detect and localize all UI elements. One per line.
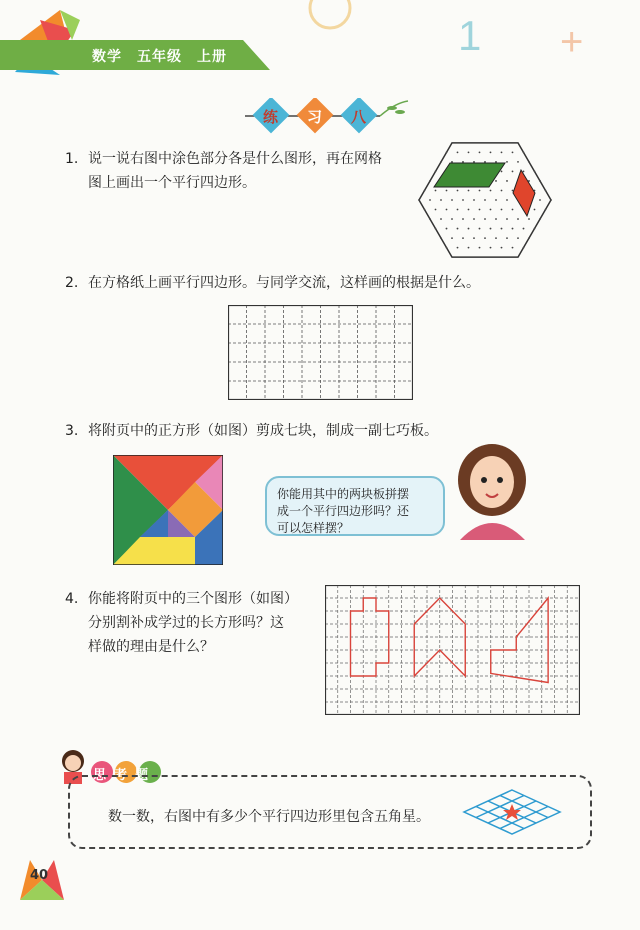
- grid-dot: [490, 247, 492, 249]
- triangular-grid-hexagon: [405, 130, 565, 270]
- grid-dot: [479, 151, 481, 153]
- grid-dot: [501, 171, 503, 173]
- question-4-line1: 你能将附页中的三个图形（如图）: [88, 591, 298, 607]
- grid-dot: [446, 247, 448, 249]
- grid-dot: [451, 199, 453, 201]
- rhombus-star-grid: [462, 788, 562, 836]
- grid-dot: [440, 237, 442, 239]
- grid-dot: [440, 161, 442, 163]
- grid-dot: [429, 199, 431, 201]
- grid-dot: [473, 218, 475, 220]
- question-4-number: 4.: [65, 591, 79, 607]
- grid-dot: [545, 190, 547, 192]
- speech-line-2: 成一个平行四边形吗？还: [277, 504, 410, 518]
- grid-dot: [512, 171, 514, 173]
- question-4-line3: 样做的理由是什么？: [88, 639, 214, 655]
- grid-dot: [446, 190, 448, 192]
- grid-dot: [424, 190, 426, 192]
- grid-dot: [484, 199, 486, 201]
- grid-dot: [501, 151, 503, 153]
- speech-line-1: 你能用其中的两块板拼摆: [277, 487, 410, 501]
- grid-dot: [550, 199, 552, 201]
- grid-dot: [517, 218, 519, 220]
- title-char-3: 八: [351, 108, 367, 126]
- grid-dot: [534, 209, 536, 211]
- grid-dot: [506, 180, 508, 182]
- sun-doodle: [310, 0, 350, 28]
- grid-dot: [440, 199, 442, 201]
- grid-dot: [501, 209, 503, 211]
- grid-dot: [512, 190, 514, 192]
- grid-dot: [517, 161, 519, 163]
- grid-dot: [523, 151, 525, 153]
- question-2: [65, 272, 585, 294]
- question-1: [65, 148, 425, 191]
- page-number: 40: [30, 868, 49, 883]
- grid-dot: [512, 228, 514, 230]
- grid-dot: [479, 247, 481, 249]
- grid-dot: [473, 199, 475, 201]
- grid-dot: [501, 190, 503, 192]
- grid-dot: [435, 228, 437, 230]
- grid-dot: [473, 237, 475, 239]
- question-3-number: 3.: [65, 423, 79, 439]
- title-char-2: 习: [307, 108, 323, 126]
- grid-dot: [440, 218, 442, 220]
- plus-doodle: +: [560, 20, 584, 64]
- red-parallelogram: [513, 170, 535, 216]
- grid-dot: [523, 247, 525, 249]
- grid-dot: [468, 190, 470, 192]
- grid-dot: [539, 180, 541, 182]
- grid-dot: [484, 237, 486, 239]
- grid-dot: [495, 180, 497, 182]
- grid-dot: [490, 228, 492, 230]
- green-parallelogram: [434, 163, 505, 187]
- grid-dot: [506, 237, 508, 239]
- grid-dot: [534, 171, 536, 173]
- grid-dot: [501, 228, 503, 230]
- teacher-illustration: [450, 440, 535, 540]
- question-4-line2: 分别割补成学过的长方形吗？这: [88, 615, 284, 631]
- grid-dot: [468, 209, 470, 211]
- grid-dot: [435, 209, 437, 211]
- grid-dot: [457, 228, 459, 230]
- grid-dot: [495, 218, 497, 220]
- grid-dot: [512, 151, 514, 153]
- grid-dot: [512, 209, 514, 211]
- grid-dot: [457, 151, 459, 153]
- grid-dot: [495, 237, 497, 239]
- grid-dot: [468, 247, 470, 249]
- grid-dot: [435, 190, 437, 192]
- grid-dot: [484, 218, 486, 220]
- question-3-line1: 将附页中的正方形（如图）剪成七块，制成一副七巧板。: [88, 423, 438, 439]
- question-1-line2: 图上画出一个平行四边形。: [88, 175, 256, 191]
- header-title: 数学 五年级 上册: [92, 49, 227, 65]
- grid-dot: [517, 237, 519, 239]
- square-grid-paper: [228, 305, 413, 400]
- grid-dot: [534, 228, 536, 230]
- grid-dot: [528, 218, 530, 220]
- grid-dot: [490, 209, 492, 211]
- grid-dot: [457, 190, 459, 192]
- grid-dot: [451, 218, 453, 220]
- grid-dot: [429, 218, 431, 220]
- grid-dot: [490, 190, 492, 192]
- speech-line-3: 可以怎样摆？: [277, 521, 350, 535]
- grid-dot: [528, 237, 530, 239]
- grid-dot: [446, 151, 448, 153]
- grid-dot: [468, 228, 470, 230]
- grid-dot: [506, 218, 508, 220]
- star-icon: [503, 804, 521, 820]
- grid-dot: [451, 237, 453, 239]
- grid-dot: [479, 209, 481, 211]
- grid-dot: [479, 228, 481, 230]
- exercise-title: [240, 98, 410, 134]
- grid-dot: [429, 180, 431, 182]
- grid-dot: [512, 247, 514, 249]
- grid-dot: [457, 247, 459, 249]
- grid-dot: [468, 151, 470, 153]
- grid-dot: [506, 199, 508, 201]
- grid-dot: [523, 228, 525, 230]
- question-1-line1: 说一说右图中涂色部分各是什么图形，再在网格: [88, 151, 382, 167]
- tangram-square: [113, 455, 223, 565]
- think-label-text: 思考题: [93, 768, 157, 783]
- question-4: [65, 588, 325, 655]
- grid-dot: [446, 209, 448, 211]
- grid-dot: [528, 161, 530, 163]
- question-3: [65, 420, 585, 442]
- grid-dot: [523, 171, 525, 173]
- question-1-number: 1.: [65, 151, 79, 167]
- grid-dot: [462, 237, 464, 239]
- grid-dot: [435, 171, 437, 173]
- number-doodle: 1: [458, 12, 482, 59]
- grid-dot: [501, 247, 503, 249]
- grid-dot: [457, 209, 459, 211]
- grid-dot: [424, 209, 426, 211]
- grid-dot: [418, 199, 420, 201]
- question-2-line1: 在方格纸上画平行四边形。与同学交流，这样画的根据是什么。: [88, 275, 480, 291]
- title-char-1: 练: [263, 108, 279, 126]
- speech-bubble: [265, 476, 445, 536]
- question-2-number: 2.: [65, 275, 79, 291]
- grid-dot: [495, 199, 497, 201]
- think-text: 数一数，右图中有多少个平行四边形里包含五角星。: [108, 809, 430, 825]
- grid-dot: [462, 199, 464, 201]
- grid-dot: [479, 190, 481, 192]
- grid-dot: [490, 151, 492, 153]
- grid-dot: [462, 218, 464, 220]
- shape-3-outline: [491, 598, 548, 683]
- grid-dot: [539, 199, 541, 201]
- grid-dot: [545, 209, 547, 211]
- shapes-grid: [325, 585, 580, 715]
- grid-dot: [446, 228, 448, 230]
- grid-dot: [506, 161, 508, 163]
- grid-dot: [539, 218, 541, 220]
